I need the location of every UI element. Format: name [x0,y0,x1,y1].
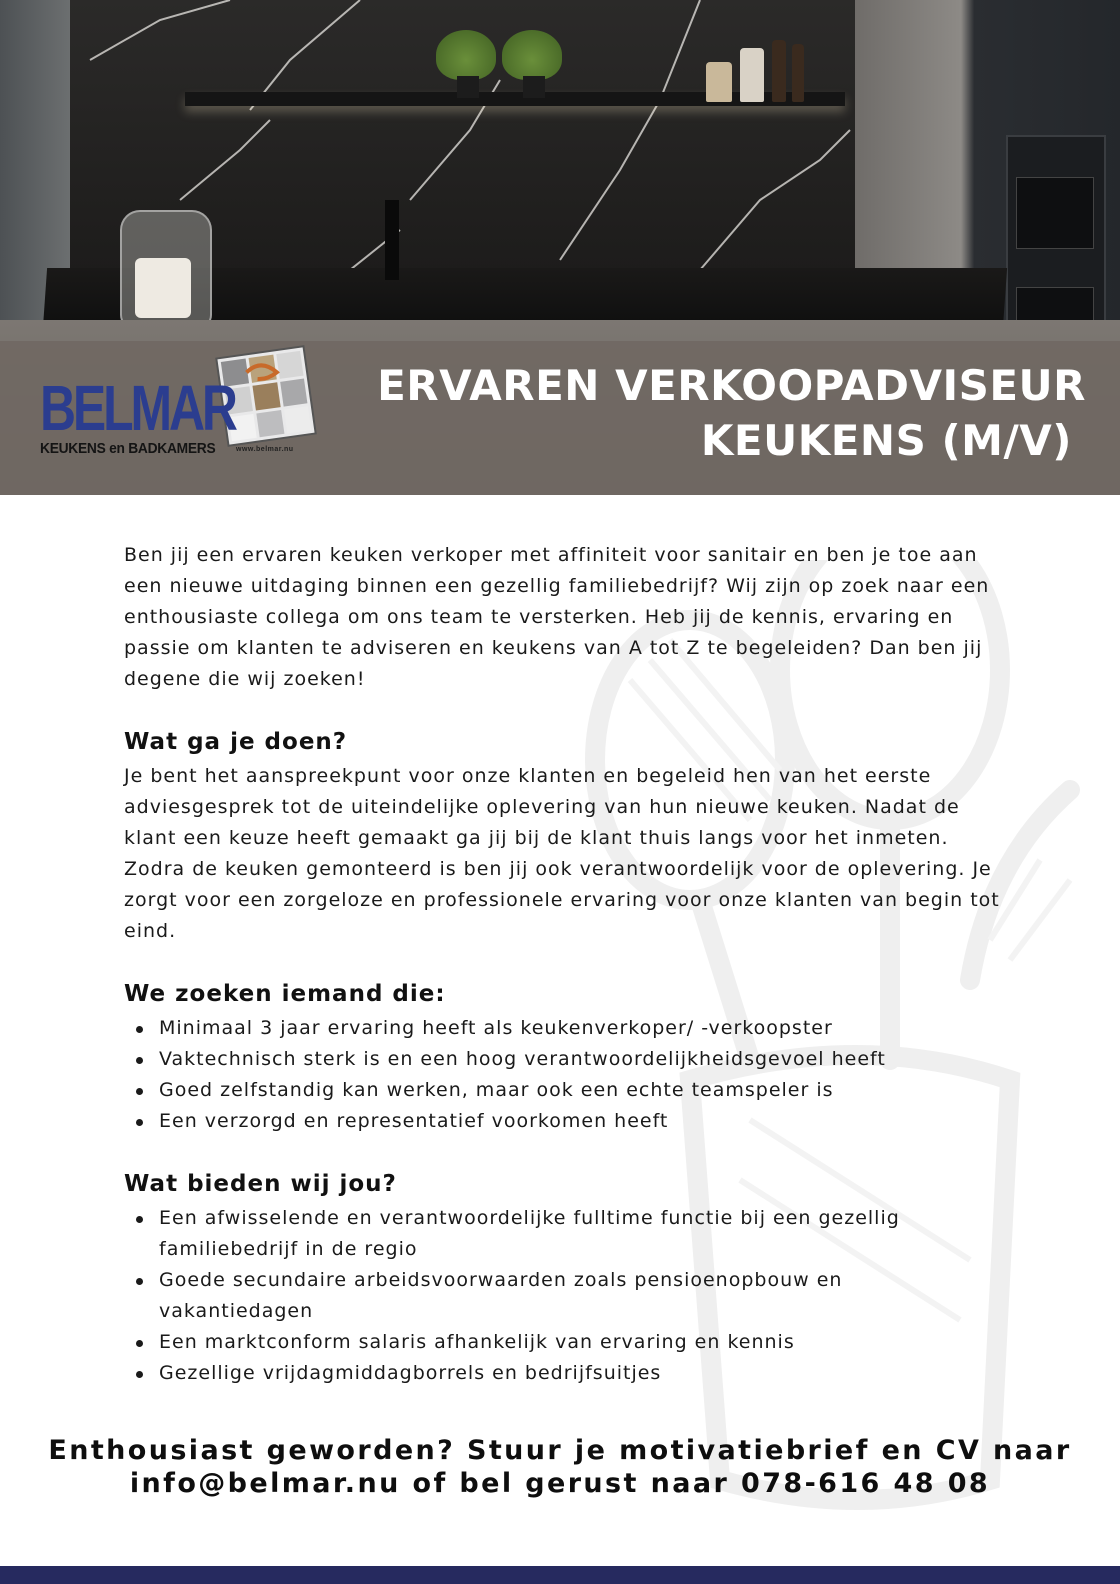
bieden-list [124,1203,984,1389]
doen-text: Je bent het aanspreekpunt voor onze klanten en begeleid hen van het eerste adviesgesprek tot de uiteindelijke oplevering van hun nieuwe keuken. Nadat de klant een keuze heeft gemaakt ga jij bij de klant thuis langs voor het inmeten. Zodra de keuken gemonteerd is ben jij ook verantwoordelijk voor de oplevering. Je zorgt voor een zorgeloze en professionele ervaring voor onze klanten van begin tot eind. [124,765,1000,942]
plant-icon [436,30,496,80]
belmar-logo [38,348,318,468]
call-to-action [0,1434,1120,1500]
cta-line-2: info@belmar.nu of bel gerust naar 078-616 48 08 [129,1468,991,1499]
zoeken-list [124,1013,1004,1137]
content [124,540,1004,1389]
bottle-icon [772,40,786,102]
title-line-2: KEUKENS (M/V) [700,416,1072,465]
list-item: Goede secundaire arbeidsvoorwaarden zoals pensioenopbouw en vakantiedagen [124,1265,984,1327]
bottle-icon [740,48,764,102]
bottle-icon [706,62,732,102]
bottle-icon [792,44,804,102]
logo-subtitle: KEUKENS en BADKAMERS [40,440,216,457]
list-item: Gezellige vrijdagmiddagborrels en bedrijfsuitjes [124,1358,984,1389]
plant-icon [502,30,562,80]
list-item: Een afwisselende en verantwoordelijke fulltime functie bij een gezellig familiebedrijf in de regio [124,1203,984,1265]
cta-line-1: Enthousiast geworden? Stuur je motivatiebrief en CV naar [48,1435,1072,1466]
heading-doen: Wat ga je doen? [124,729,348,755]
logo-url: www.belmar.nu [236,446,294,453]
list-item: Goed zelfstandig kan werken, maar ook een echte teamspeler is [124,1075,1004,1106]
heading-zoeken: We zoeken iemand die: [124,981,446,1007]
intro-text: Ben jij een ervaren keuken verkoper met affiniteit voor sanitair en ben je toe aan een nieuwe uitdaging binnen een gezellig familiebedrijf? Wij zijn op zoek naar een enthousiaste collega om ons team te versterken. Heb jij de kennis, ervaring en passie om klanten te adviseren en keukens van A tot Z te begeleiden? Dan ben jij degene die wij zoeken! [124,544,990,690]
pot [457,76,479,98]
list-item: Minimaal 3 jaar ervaring heeft als keukenverkoper/ -verkoopster [124,1013,1004,1044]
footer-bar [0,1566,1120,1584]
page-title [326,358,1086,468]
pot [523,76,545,98]
logo-brand: BELMAR [40,372,235,444]
heading-bieden: Wat bieden wij jou? [124,1171,397,1197]
title-line-1: ERVAREN VERKOOPADVISEUR [377,361,1086,410]
faucet-icon [385,200,399,280]
list-item: Een marktconform salaris afhankelijk van ervaring en kennis [124,1327,984,1358]
list-item: Vaktechnisch sterk is en een hoog verantwoordelijkheidsgevoel heeft [124,1044,1004,1075]
candle-icon [135,258,191,318]
list-item: Een verzorgd en representatief voorkomen heeft [124,1106,1004,1137]
